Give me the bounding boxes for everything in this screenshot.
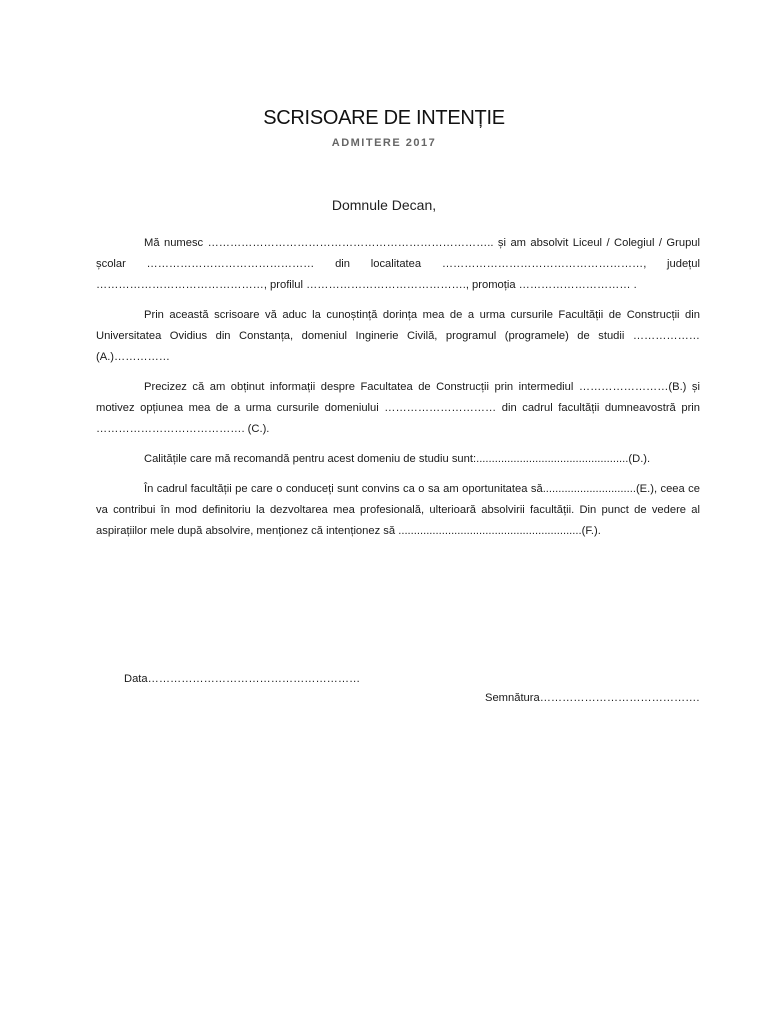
letter-body [96, 233, 700, 551]
document-subtitle: ADMITERE 2017 [331, 137, 437, 149]
paragraph-intention: Prin această scrisoare vă aduc la cunoștință dorința mea de a urma cursurile Facultății de Construcții din Universitatea Ovidius din Constanța, domeniul Inginerie Civilă, programul (programele) de studii ………………(A.)…………… [96, 309, 700, 363]
paragraph-expectations: În cadrul facultății pe care o conduceți sunt convins ca o sa am oportunitatea să..............................(E.), ceea ce va contribui în mod definitoriu la dezvoltarea mea profesională, ulterioară absolvirii facultății. Din punct de vedere al aspirațiilor mele după absolvire, menționez că intenționez să ...........................................................(F.). [96, 483, 700, 537]
signature-field: Semnătura……………………………………. [485, 692, 700, 704]
paragraph-personal-info: Mă numesc ………………………………………………………………….. și am absolvit Liceul / Colegiul / Grupul școlar ……………………………………… din localitatea ………………………………………………, județul ………………………………………, profilul ……………………………………., promoția ………………………… . [96, 237, 700, 291]
paragraph-qualities: Calitățile care mă recomandă pentru acest domeniu de studiu sunt:.................................................(D.). [144, 453, 651, 465]
date-field: Data………………………………………………… [124, 673, 361, 685]
salutation: Domnule Decan, [331, 197, 437, 213]
document-title: SCRISOARE DE INTENȚIE [263, 107, 505, 129]
paragraph-motivation: Precizez că am obținut informații despre Facultatea de Construcții prin intermediul ……………………(B.) și motivez opțiunea mea de a urma cursurile domeniului ………………………… din cadrul facultății dumneavostră prin …………………………………. (C.). [96, 381, 700, 435]
